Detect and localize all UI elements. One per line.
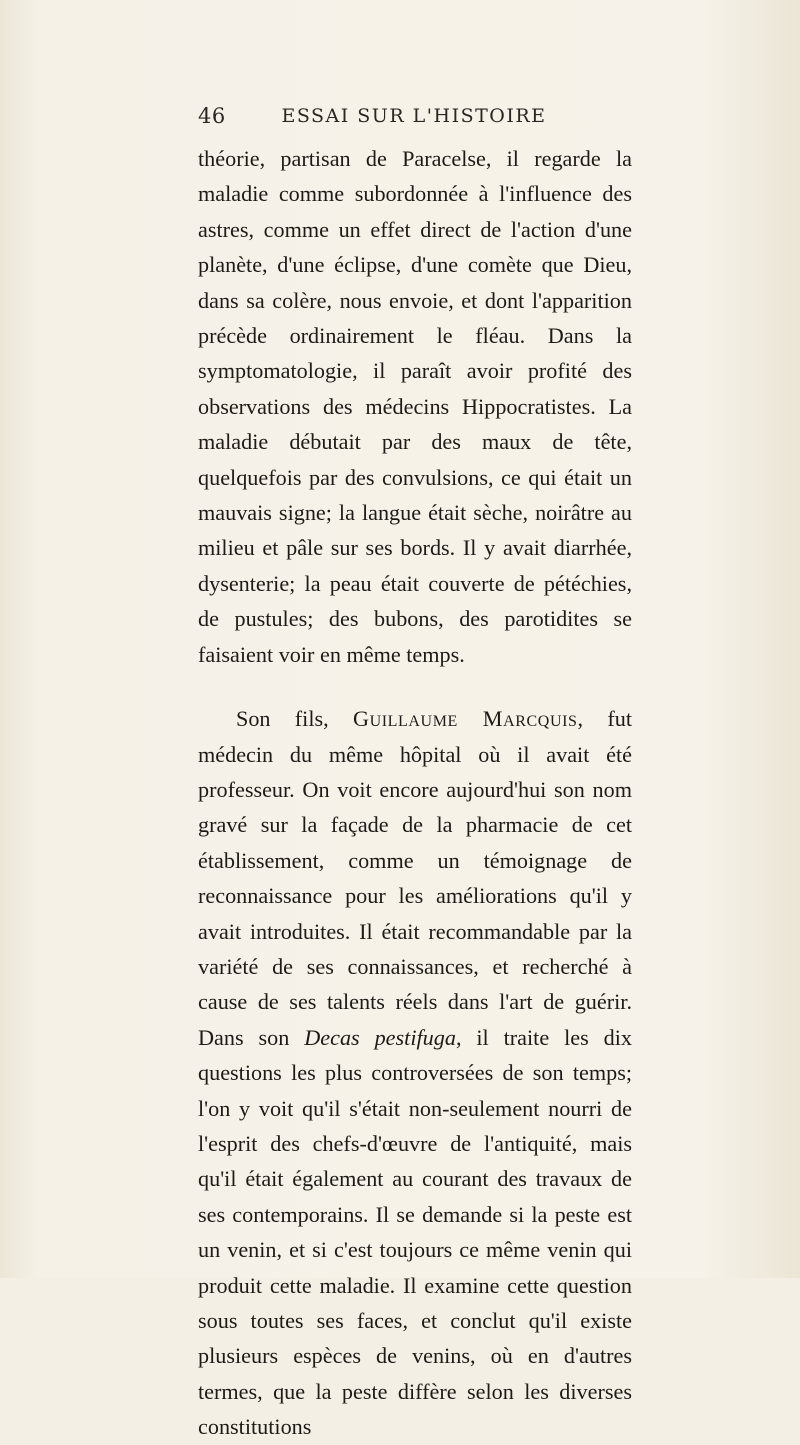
work-title: Decas pestifuga (304, 1024, 456, 1050)
paragraph-2-text-a: , fut médecin du même hôpital où il avait été professeur. On voit encore aujourd'hui son nom gravé sur la façade de la pharmacie de cet établissement, comme un témoignage de reconnaissance pour les améliorations qu'il y avait introduites. Il était recommandable par la variété de ses connaissances, et recherché à cause de ses talents réels dans l'art de guérir. Dans son (198, 706, 632, 1050)
paragraph-2 (198, 701, 632, 1445)
paragraph-1: théorie, partisan de Paracelse, il regarde la maladie comme subordonnée à l'influence des astres, comme un effet direct de l'action d'une planète, d'une éclipse, d'une comète que Dieu, dans sa colère, nous envoie, et dont l'apparition précède ordinairement le fléau. Dans la symptomatologie, il paraît avoir profité des observations des médecins Hippocratistes. La maladie débutait par des maux de tête, quelquefois par des convulsions, ce qui était un mauvais signe; la langue était sèche, noirâtre au milieu et pâle sur ses bords. Il y avait diarrhée, dysenterie; la peau était couverte de pétéchies, de pustules; des bubons, des parotidites se faisaient voir en même temps. (198, 146, 632, 667)
paragraph-2-text-b: , il traite les dix questions les plus controversées de son temps; l'on y voit qu'il s'était non-seulement nourri de l'esprit des chefs-d'œuvre de l'antiquité, mais qu'il était également au courant des travaux de ses contemporains. Il se demande si la peste est un venin, et si c'est toujours ce même venin qui produit cette maladie. Il examine cette question sous toutes ses faces, et conclut qu'il existe plusieurs espèces de venins, où en d'autres termes, que la peste diffère selon les diverses constitutions (198, 1024, 632, 1440)
page-number: 46 (198, 104, 226, 128)
body-text (198, 141, 632, 1445)
person-name: Guillaume Marcquis (352, 706, 578, 732)
running-head: ESSAI SUR L'HISTOIRE (281, 105, 547, 127)
page-header (198, 104, 630, 134)
paragraph-2-intro: Son fils, (236, 706, 353, 732)
